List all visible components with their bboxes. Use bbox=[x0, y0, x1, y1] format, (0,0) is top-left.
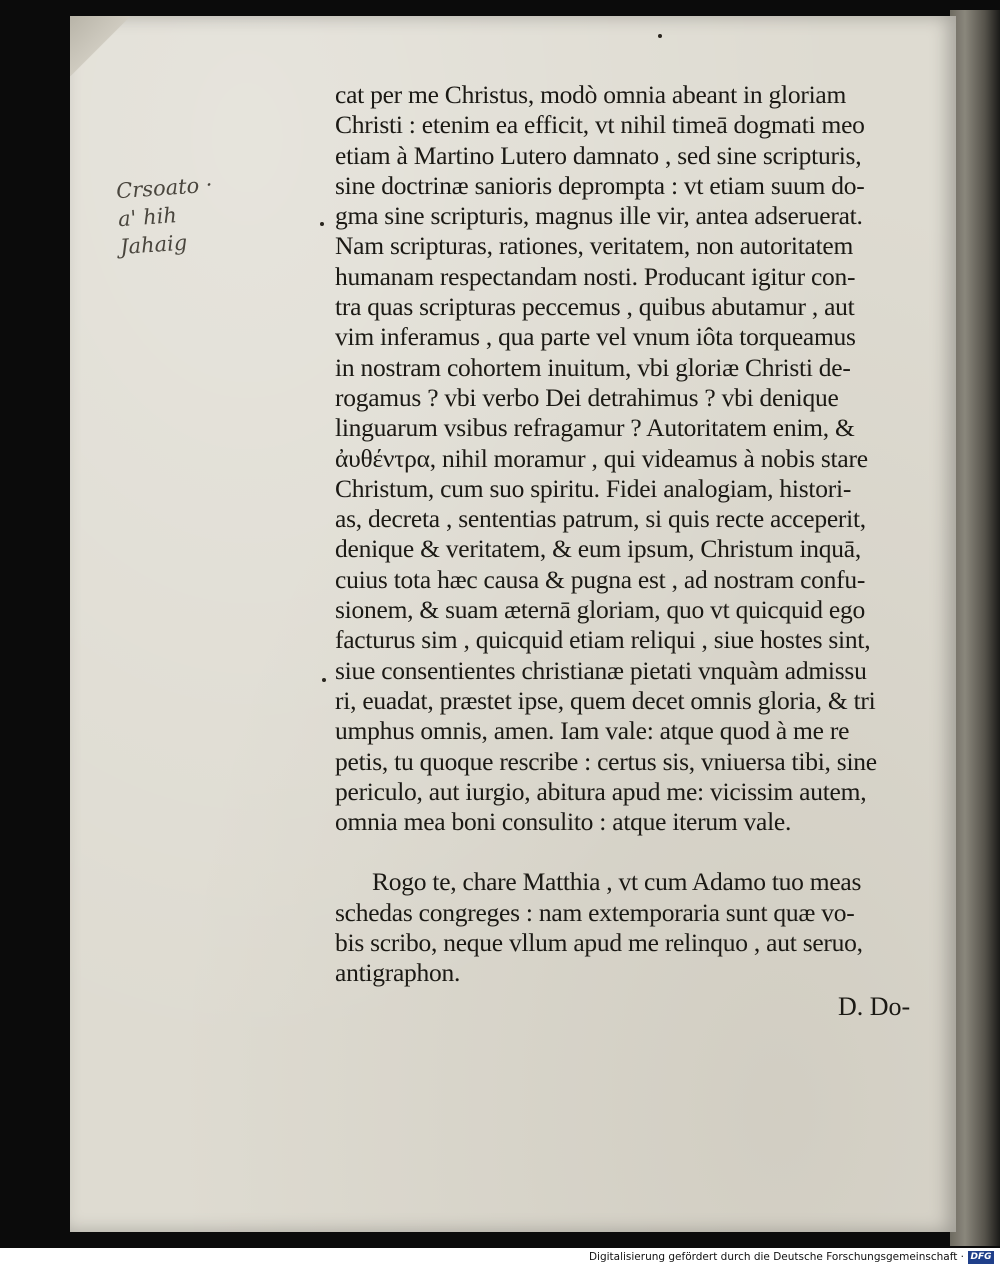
text-line: siue consentientes christianæ pietati vnquàm admissu bbox=[335, 655, 867, 685]
paragraph-gap bbox=[335, 837, 935, 867]
printed-text-block bbox=[335, 80, 935, 989]
ink-speck bbox=[322, 678, 326, 682]
page-corner-wear bbox=[70, 16, 130, 76]
text-line: facturus sim , quicquid etiam reliqui , siue hostes sint, bbox=[335, 625, 871, 655]
text-line: in nostram cohortem inuitum, vbi gloriæ Christi de- bbox=[335, 352, 851, 382]
postscript-line: Rogo te, chare Matthia , vt cum Adamo tuo meas bbox=[372, 867, 862, 897]
text-line: umphus omnis, amen. Iam vale: atque quod à me re bbox=[335, 716, 850, 746]
ink-speck bbox=[658, 34, 662, 38]
marginalia-line: Jahaig bbox=[119, 230, 188, 260]
postscript-line: schedas congreges : nam extemporaria sunt quæ vo- bbox=[335, 897, 855, 927]
dfg-logo-icon: DFG bbox=[968, 1251, 994, 1264]
text-line: Christi : etenim ea efficit, vt nihil timeā dogmati meo bbox=[335, 110, 865, 140]
text-line: linguarum vsibus refragamur ? Autoritatem enim, & bbox=[335, 413, 855, 443]
ink-speck bbox=[320, 222, 324, 226]
marginalia-line: Crsoato · bbox=[115, 172, 214, 204]
catchword-signature: D. Do- bbox=[838, 992, 911, 1021]
text-line: petis, tu quoque rescribe : certus sis, vniuersa tibi, sine bbox=[335, 746, 877, 776]
text-line: gma sine scripturis, magnus ille vir, antea adseruerat. bbox=[335, 201, 863, 231]
text-line: rogamus ? vbi verbo Dei detrahimus ? vbi denique bbox=[335, 382, 839, 412]
text-line: humanam respectandam nosti. Producant igitur con- bbox=[335, 261, 856, 291]
text-line: cat per me Christus, modò omnia abeant in gloriam bbox=[335, 80, 847, 109]
text-line: as, decreta , sententias patrum, si quis recte acceperit, bbox=[335, 504, 866, 534]
text-line: denique & veritatem, & eum ipsum, Christum inquā, bbox=[335, 534, 862, 564]
text-line: omnia mea boni consulito : atque iterum vale. bbox=[335, 807, 792, 837]
handwritten-marginalia bbox=[115, 167, 270, 261]
text-line: ri, euadat, præstet ipse, quem decet omnis gloria, & tri bbox=[335, 685, 876, 715]
text-line: ἀυθέντρα, nihil moramur , qui videamus à nobis stare bbox=[335, 443, 868, 473]
text-line: vim inferamus , qua parte vel vnum iôta torqueamus bbox=[335, 322, 856, 352]
postscript-line: bis scribo, neque vllum apud me relinquo , aut seruo, bbox=[335, 928, 863, 958]
text-line: Nam scripturas, rationes, veritatem, non autoritatem bbox=[335, 231, 854, 261]
book-edge bbox=[950, 10, 1000, 1246]
text-line: cuius tota hæc causa & pugna est , ad nostram confu- bbox=[335, 564, 866, 594]
postscript-line: antigraphon. bbox=[335, 958, 461, 988]
text-line: tra quas scripturas peccemus , quibus abutamur , aut bbox=[335, 292, 855, 322]
footer-credit: Digitalisierung gefördert durch die Deutsche Forschungsgemeinschaft · bbox=[588, 1251, 964, 1263]
text-line: Christum, cum suo spiritu. Fidei analogiam, histori- bbox=[335, 473, 852, 503]
text-line: etiam à Martino Lutero damnato , sed sine scripturis, bbox=[335, 140, 862, 170]
marginalia-line: a' hih bbox=[117, 203, 178, 232]
text-line: sionem, & suam æternā gloriam, quo vt quicquid ego bbox=[335, 595, 865, 625]
text-line: periculo, aut iurgio, abitura apud me: vicissim autem, bbox=[335, 776, 867, 806]
text-line: sine doctrinæ sanioris deprompta : vt etiam suum do- bbox=[335, 170, 865, 200]
